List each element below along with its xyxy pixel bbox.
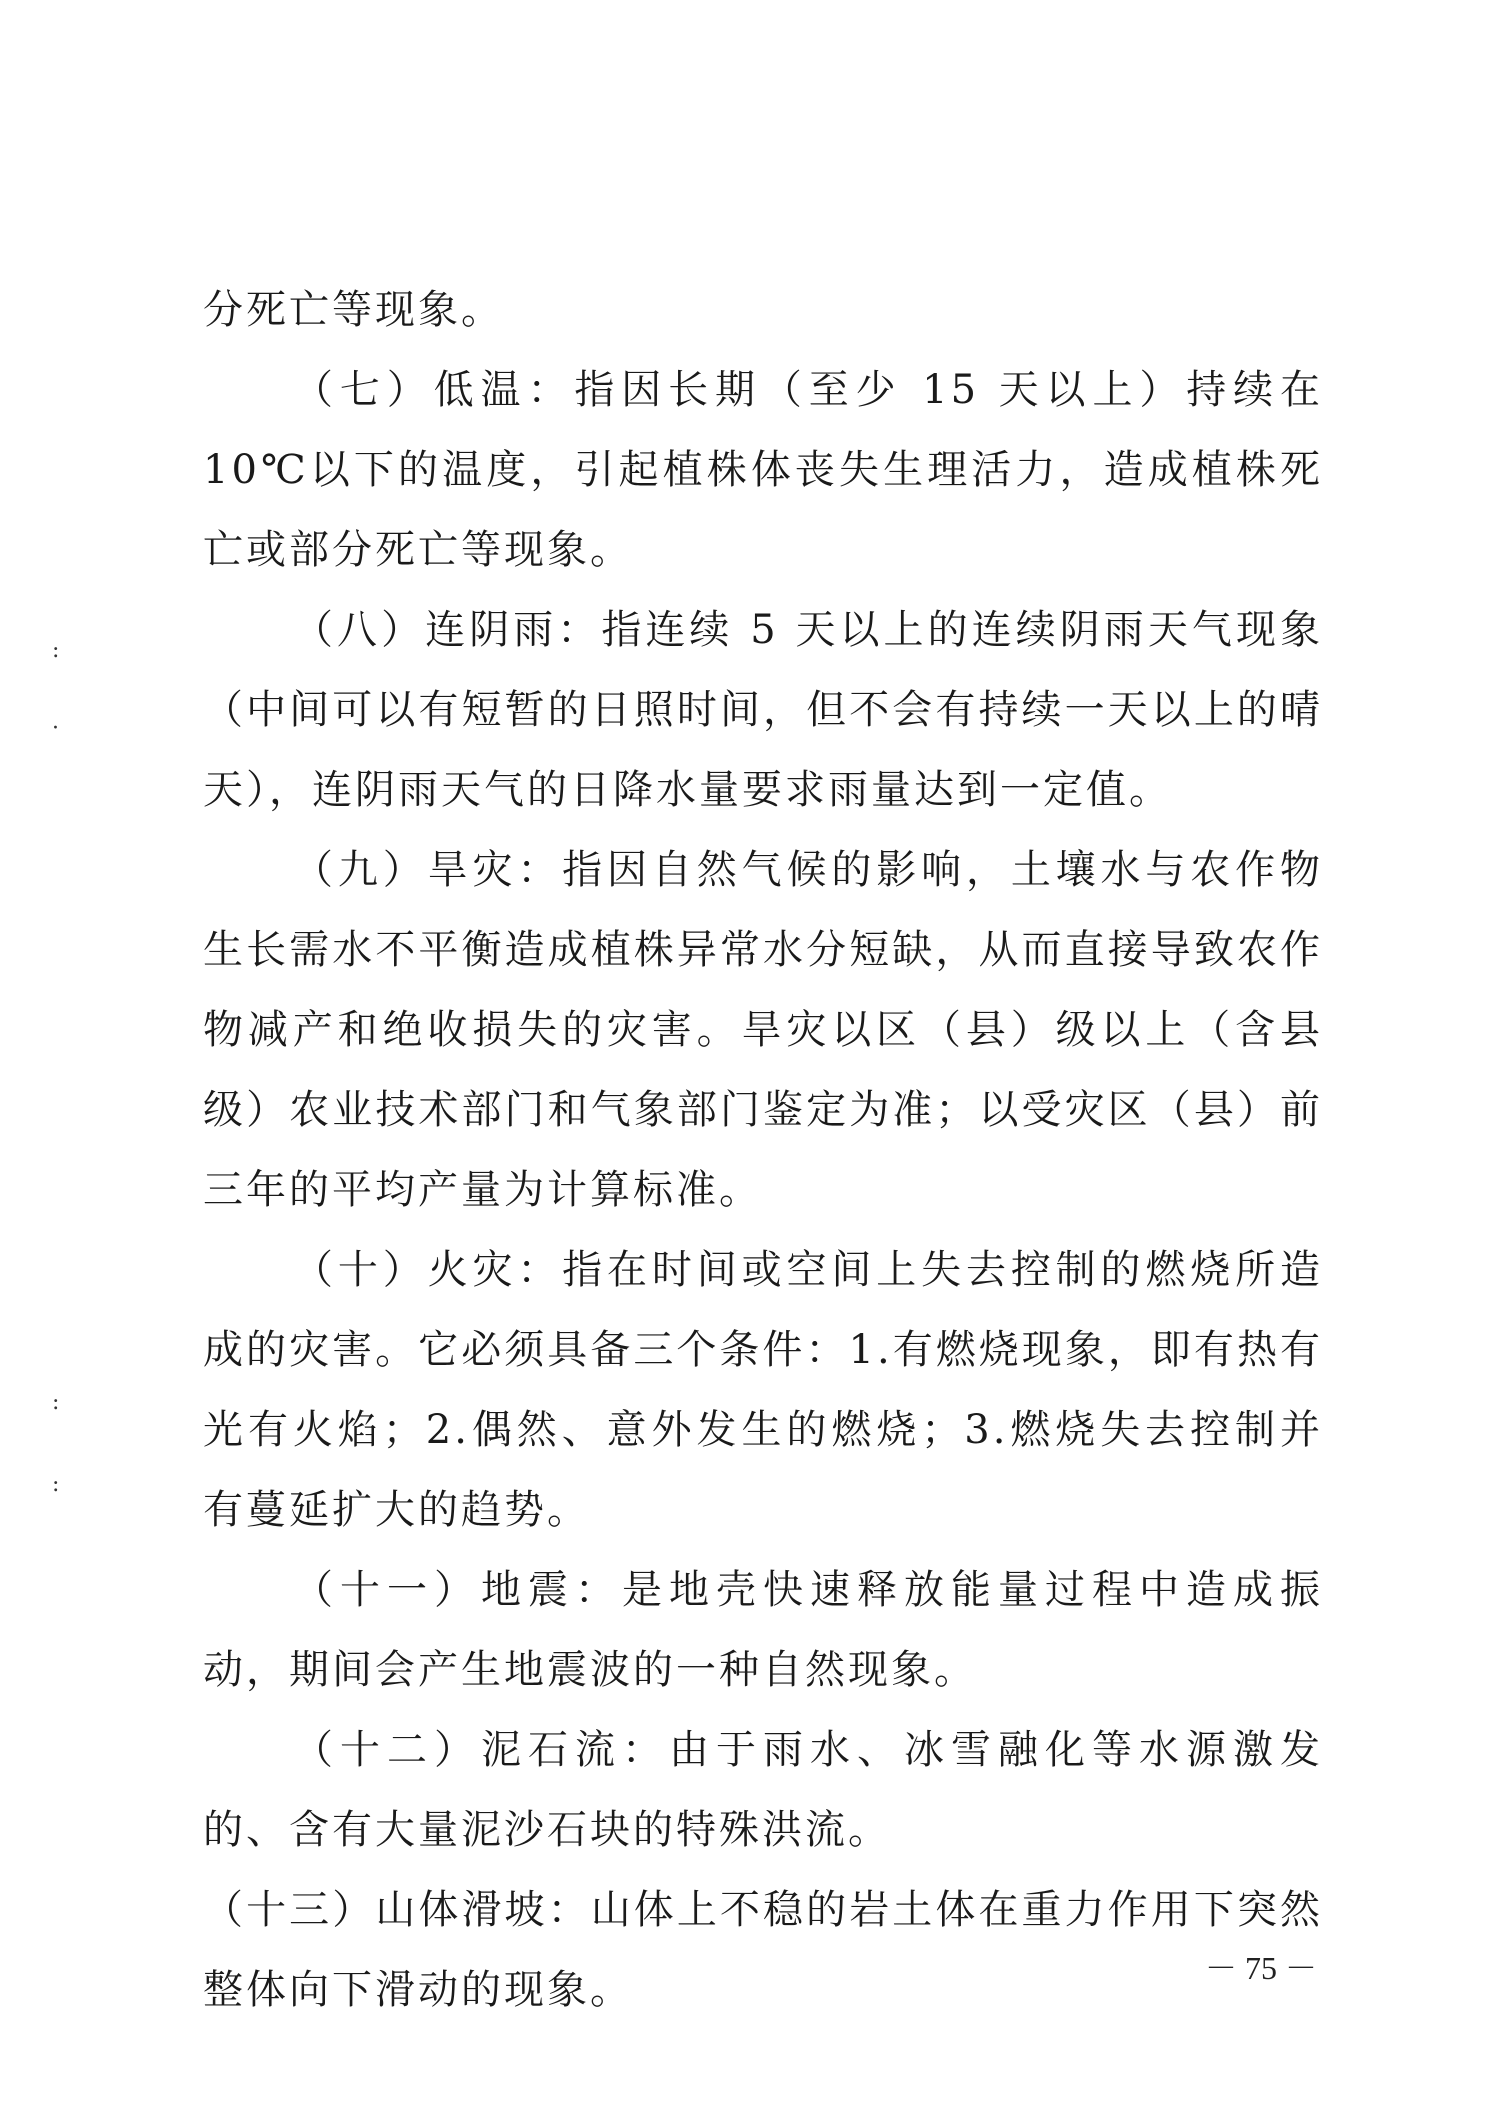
paragraph-continuation: 分死亡等现象。 — [203, 287, 504, 333]
paragraph-debris-flow: （十二）泥石流：由于雨水、冰雪融化等水源激发的、含有大量泥沙石块的特殊洪流。 — [203, 1727, 1323, 1853]
paragraph-landslide: （十三）山体滑坡：山体上不稳的岩土体在重力作用下突然整体向下滑动的现象。 — [203, 1887, 1323, 2013]
binding-mark: · — [52, 716, 59, 741]
paragraph-low-temperature: （七）低温：指因长期（至少 15 天以上）持续在 10℃以下的温度，引起植株体丧失生理活力，造成植株死亡或部分死亡等现象。 — [203, 367, 1323, 573]
body-text — [203, 270, 1323, 2030]
paragraph-drought: （九）旱灾：指因自然气候的影响，土壤水与农作物生长需水不平衡造成植株异常水分短缺，从而直接导致农作物减产和绝收损失的灾害。旱灾以区（县）级以上（含县级）农业技术部门和气象部门鉴定为准；以受灾区（县）前三年的平均产量为计算标准。 — [203, 847, 1323, 1213]
paragraph-earthquake: （十一）地震：是地壳快速释放能量过程中造成振动，期间会产生地震波的一种自然现象。 — [203, 1567, 1323, 1693]
binding-mark: : — [52, 638, 60, 663]
page-number: － 75 － — [1204, 1950, 1317, 1986]
paragraph-fire: （十）火灾：指在时间或空间上失去控制的燃烧所造成的灾害。它必须具备三个条件：1.有燃烧现象，即有热有光有火焰；2.偶然、意外发生的燃烧；3.燃烧失去控制并有蔓延扩大的趋势。 — [203, 1247, 1323, 1533]
paragraph-continuous-rain: （八）连阴雨：指连续 5 天以上的连续阴雨天气现象（中间可以有短暂的日照时间，但不会有持续一天以上的晴天），连阴雨天气的日降水量要求雨量达到一定值。 — [203, 607, 1323, 813]
binding-mark: : — [52, 1472, 60, 1497]
binding-mark: : — [52, 1390, 60, 1415]
